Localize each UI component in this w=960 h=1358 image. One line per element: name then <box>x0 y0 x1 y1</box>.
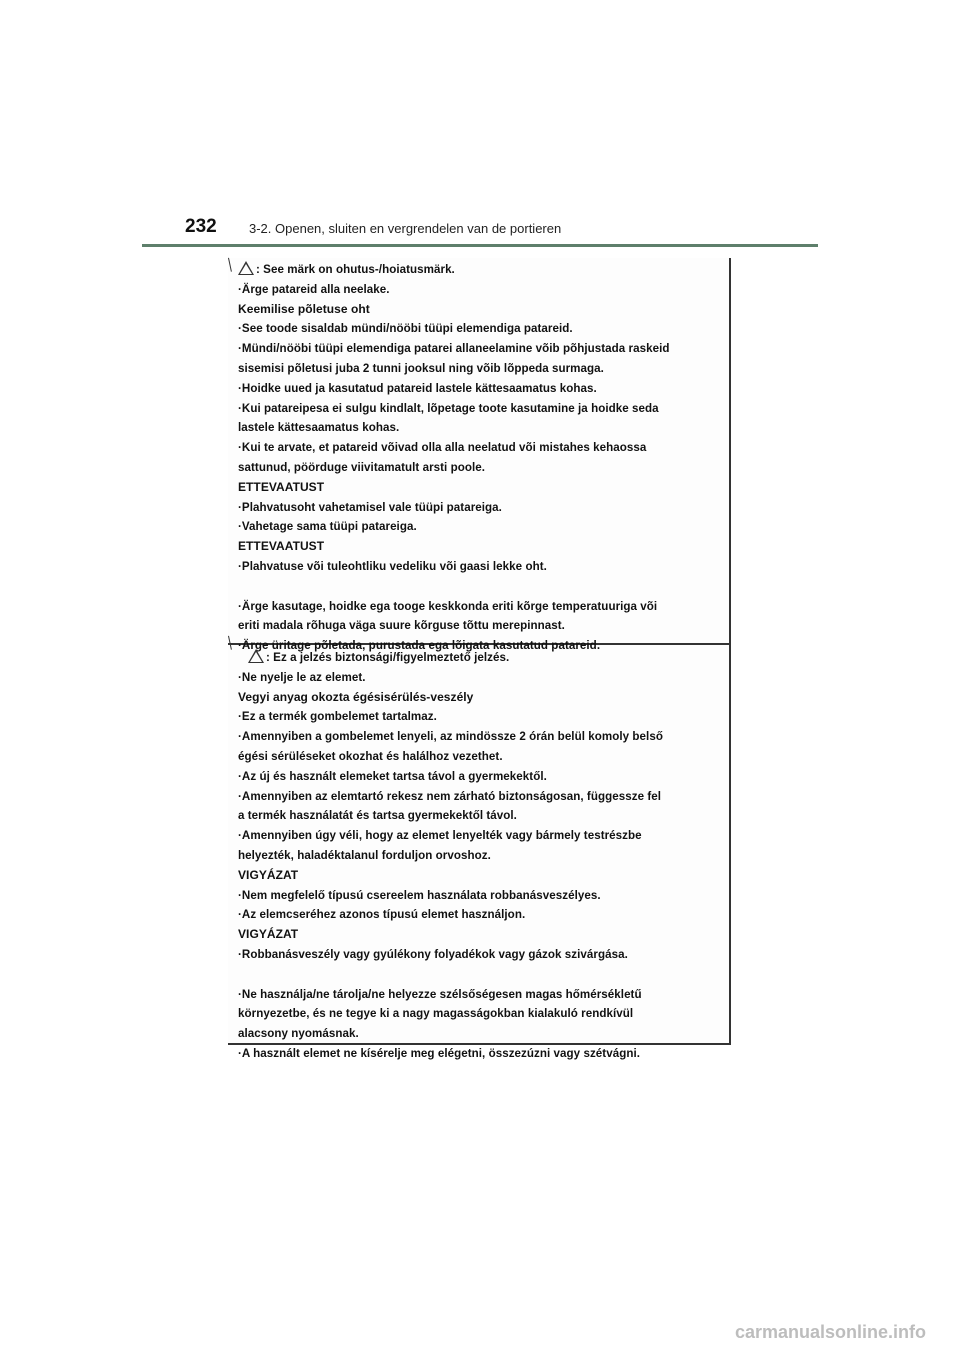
scanned-warning-label <box>228 258 731 1060</box>
text-line: ·Amennyiben az elemtartó rekesz nem zárható biztonságosan, függessze fel <box>238 789 662 803</box>
warning-symbol-line <box>238 648 723 668</box>
text-line: a termék használatát és tartsa gyermekektől távol. <box>238 809 517 823</box>
caution-heading: ETTEVAATUST <box>238 539 325 554</box>
text-line: ·Plahvatusoht vahetamisel vale tüüpi patareiga. <box>238 500 502 514</box>
warning-triangle-icon <box>238 261 254 275</box>
estonian-warning-block <box>238 260 723 656</box>
warning-triangle-icon <box>248 649 264 663</box>
text-line: ·Ärge üritage põletada, purustada ega lõigata kasutatud patareid. <box>238 639 601 653</box>
text-line: ·A használt elemet ne kísérelje meg elégetni, összezúzni vagy szétvágni. <box>238 1046 641 1060</box>
page-number: 232 <box>185 216 217 237</box>
text-line: ·Ärge patareid alla neelake. <box>238 282 390 296</box>
blank-line <box>238 577 723 597</box>
text-line: alacsony nyomásnak. <box>238 1027 359 1041</box>
text-line: környezetbe, és ne tegye ki a nagy magasságokban kialakuló rendkívül <box>238 1007 634 1021</box>
text-line: ·Vahetage sama tüüpi patareiga. <box>238 520 417 534</box>
text-line: sisemisi põletusi juba 2 tunni jooksul ning võib lõppeda surmaga. <box>238 361 604 375</box>
text-line: ·Amennyiben úgy véli, hogy az elemet lenyelték vagy bármely testrészbe <box>238 829 642 843</box>
caution-heading: VIGYÁZAT <box>238 867 299 882</box>
text-line: ·Ne használja/ne tárolja/ne helyezze szélsőségesen magas hőmérsékletű <box>238 987 642 1001</box>
text-line: ·See toode sisaldab mündi/nööbi tüüpi elemendiga patareid. <box>238 322 573 336</box>
caution-heading: VIGYÁZAT <box>238 927 299 942</box>
warning-symbol-text: : See märk on ohutus-/hoiatusmärk. <box>256 263 455 276</box>
frame-border <box>729 258 731 1045</box>
text-line: eriti madala rõhuga väga suure kõrguse tõttu merepinnast. <box>238 619 565 633</box>
section-heading: Vegyi anyag okozta égésisérülés-veszély <box>238 689 474 704</box>
text-line: égési sérüléseket okozhat és halálhoz vezethet. <box>238 749 503 763</box>
warning-symbol-text: : Ez a jelzés biztonsági/figyelmeztető jelzés. <box>266 651 510 664</box>
text-line: helyezték, haladéktalanul forduljon orvoshoz. <box>238 848 491 862</box>
section-heading: Keemilise põletuse oht <box>238 301 370 316</box>
text-line: ·Robbanásveszély vagy gyúlékony folyadékok vagy gázok szivárgása. <box>238 947 628 961</box>
text-line: ·Plahvatuse või tuleohtliku vedeliku või gaasi lekke oht. <box>238 559 547 573</box>
text-line: lastele kättesaamatus kohas. <box>238 421 400 435</box>
frame-corner-mark <box>228 258 232 272</box>
warning-symbol-line <box>238 260 723 280</box>
text-line: ·Ne nyelje le az elemet. <box>238 670 366 684</box>
text-line: ·Nem megfelelő típusú csereelem használata robbanásveszélyes. <box>238 888 601 902</box>
caution-heading: ETTEVAATUST <box>238 479 325 494</box>
text-line: ·Kui te arvate, et patareid võivad olla alla neelatud või mistahes kehaossa <box>238 441 647 455</box>
text-line: ·Az új és használt elemeket tartsa távol a gyermekektől. <box>238 769 547 783</box>
hungarian-warning-block <box>238 648 723 1064</box>
text-line: ·Amennyiben a gombelemet lenyeli, az mindössze 2 órán belül komoly belső <box>238 730 663 744</box>
page-header <box>142 216 818 248</box>
text-line: ·Ez a termék gombelemet tartalmaz. <box>238 710 437 724</box>
text-line: ·Kui patareipesa ei sulgu kindlalt, lõpetage toote kasutamine ja hoidke seda <box>238 401 659 415</box>
header-rule <box>142 244 818 247</box>
text-line: sattunud, pöörduge viivitamatult arsti poole. <box>238 460 486 474</box>
watermark: carmanualsonline.info <box>735 1322 927 1342</box>
text-line: ·Ärge kasutage, hoidke ega tooge keskkonda eriti kõrge temperatuuriga või <box>238 599 658 613</box>
blank-line <box>238 965 723 985</box>
text-line: ·Az elemcseréhez azonos típusú elemet használjon. <box>238 908 526 922</box>
text-line: ·Hoidke uued ja kasutatud patareid lastele kättesaamatus kohas. <box>238 381 597 395</box>
section-title: 3-2. Openen, sluiten en vergrendelen van de portieren <box>249 221 562 236</box>
text-line: ·Mündi/nööbi tüüpi elemendiga patarei allaneelamine võib põhjustada raskeid <box>238 342 670 356</box>
